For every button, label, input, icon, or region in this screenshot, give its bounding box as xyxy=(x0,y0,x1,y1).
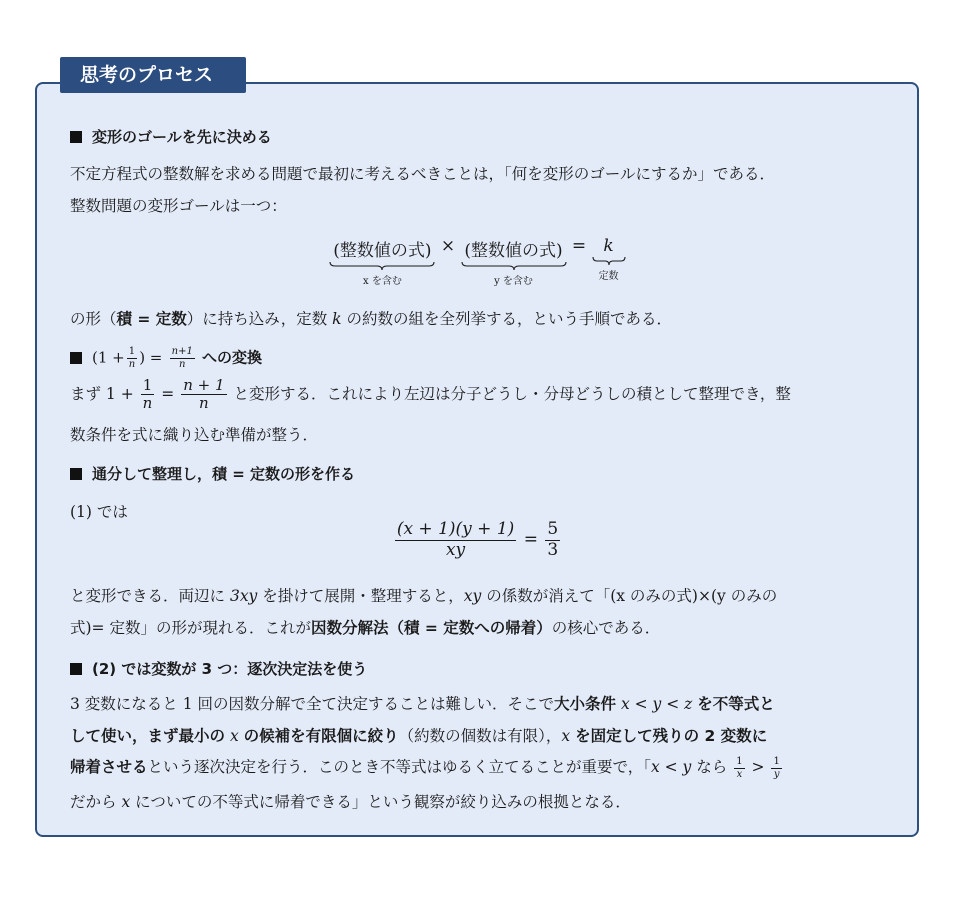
square-bullet-icon xyxy=(70,131,82,143)
square-bullet-icon xyxy=(70,352,82,364)
s3-paragraph-2: と変形できる．両辺に 3xy を掛けて展開・整理すると，xy の係数が消えて「(x のみの式)×(y のみの xyxy=(70,587,778,605)
heading-goal: 変形のゴールを先に決める xyxy=(70,126,272,147)
square-bullet-icon xyxy=(70,468,82,480)
term-y: (整数値の式) y を含む xyxy=(461,236,567,287)
s3-paragraph-1: (1) では xyxy=(70,503,128,521)
fraction-1-over-x: $\frac{1}{x}$ xyxy=(736,756,743,780)
s4-line-3: 帰着させるという逐次決定を行う．このとき不等式はゆるく立てることが重要で，「x < y なら $\frac{1}{x}$ > $\frac{1}{y}$ xyxy=(70,756,780,780)
fraction-lhs: $\frac{(x + 1)(y + 1)}{xy}$ xyxy=(396,519,515,560)
section-tab-title: 思考のプロセス xyxy=(60,57,246,93)
underbrace-x xyxy=(329,261,435,271)
fraction-1-over-n: $\frac{1}{n}$ xyxy=(128,346,136,370)
s4-line-4: だから x についての不等式に帰着できる」という観察が絞り込みの根拠となる． xyxy=(70,793,631,811)
s4-line-2: して使い，まず最小の x の候補を有限個に絞り（約数の個数は有限），x を固定して残りの 2 変数に xyxy=(70,727,768,745)
s1-paragraph-3: の形（積 = 定数）に持ち込み，定数 k の約数の組を全列挙する，という手順である． xyxy=(70,310,673,328)
underbrace-y xyxy=(461,261,567,271)
term-k: k 定数 xyxy=(592,236,626,282)
fraction-inline-a: $\frac{1}{n}$ xyxy=(142,376,153,413)
goal-equation: (整数値の式) x を含む × (整数値の式) y を含む = k 定数 xyxy=(0,236,955,287)
fraction-rhs: $\frac{5}{3}$ xyxy=(547,519,559,560)
underbrace-k xyxy=(592,256,626,266)
heading-transform: (1 + $\frac{1}{n}$ ) = $\frac{n+1}{n}$ への変換 xyxy=(70,346,262,370)
term-x: (整数値の式) x を含む xyxy=(329,236,435,287)
s4-line-1: 3 変数になると 1 回の因数分解で全て決定することは難しい．そこで大小条件 x < y < z を不等式と xyxy=(70,695,775,713)
s1-paragraph-1: 不定方程式の整数解を求める問題で最初に考えるべきことは，「何を変形のゴールにするか」である． xyxy=(70,165,775,183)
heading-product: 通分して整理し，積 = 定数の形を作る xyxy=(70,463,355,484)
s2-paragraph-2: 数条件を式に織り込む準備が整う． xyxy=(70,426,319,444)
s1-paragraph-2: 整数問題の変形ゴールは一つ： xyxy=(70,197,287,215)
fraction-1-over-y: $\frac{1}{y}$ xyxy=(773,756,780,780)
square-bullet-icon xyxy=(70,663,82,675)
product-equation: $\frac{(x + 1)(y + 1)}{xy}$ = $\frac{5}{3}$ xyxy=(396,519,559,560)
fraction-n1-over-n: $\frac{n+1}{n}$ xyxy=(171,346,193,370)
fraction-inline-b: $\frac{n + 1}{n}$ xyxy=(183,376,225,413)
s3-paragraph-3: 式)= 定数」の形が現れる．これが因数分解法（積 = 定数への帰着）の核心である． xyxy=(70,619,661,637)
heading-sequential: (2) では変数が 3 つ：逐次決定法を使う xyxy=(70,658,367,679)
s2-paragraph-1: まず 1 + $\frac{1}{n}$ = $\frac{n + 1}{n}$ と変形する．これにより左辺は分子どうし・分母どうしの積として整理でき，整 xyxy=(70,376,791,413)
